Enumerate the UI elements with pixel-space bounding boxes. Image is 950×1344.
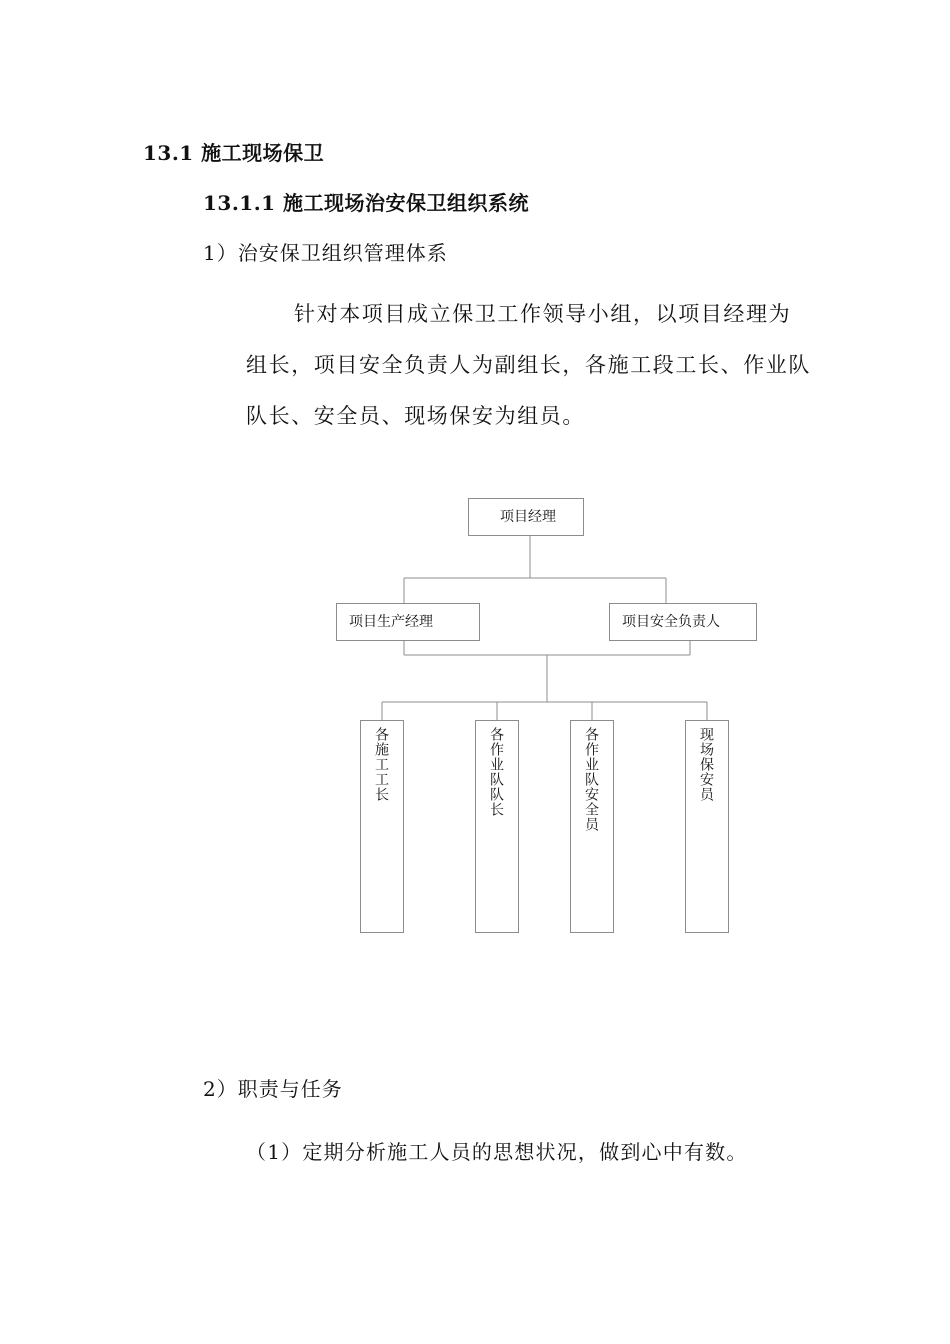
org-box-team-safety-staff — [570, 720, 614, 933]
subsection-heading: 13.1.1 施工现场治安保卫组织系统 — [203, 191, 530, 215]
list-item: （1）定期分析施工人员的思想状况，做到心中有数。 — [246, 1140, 748, 1164]
org-box-safety-officer — [609, 603, 757, 641]
org-box-label: 项目生产经理 — [349, 614, 433, 630]
section-heading: 13.1 施工现场保卫 — [143, 141, 325, 165]
org-box-team-leaders — [475, 720, 519, 933]
paragraph-line-3: 队长、安全员、现场保安为组员。 — [246, 404, 585, 428]
paragraph-line-2: 组长，项目安全负责人为副组长，各施工段工长、作业队 — [246, 353, 811, 377]
org-box-label: 各作业队队长 — [488, 727, 504, 817]
org-box-label: 各作业队安全员 — [583, 727, 599, 832]
org-box-production-manager — [336, 603, 480, 641]
org-box-label: 项目经理 — [500, 509, 556, 525]
org-box-project-manager — [468, 498, 584, 536]
org-box-label: 各施工工长 — [373, 727, 389, 802]
org-box-label: 项目安全负责人 — [622, 614, 720, 630]
org-box-section-foremen — [360, 720, 404, 933]
part2-heading: 2）职责与任务 — [203, 1077, 343, 1101]
paragraph-line-1: 针对本项目成立保卫工作领导小组，以项目经理为 — [294, 302, 792, 326]
part1-heading: 1）治安保卫组织管理体系 — [203, 241, 448, 265]
org-box-site-guards — [685, 720, 729, 933]
org-box-label: 现场保安员 — [698, 727, 714, 802]
